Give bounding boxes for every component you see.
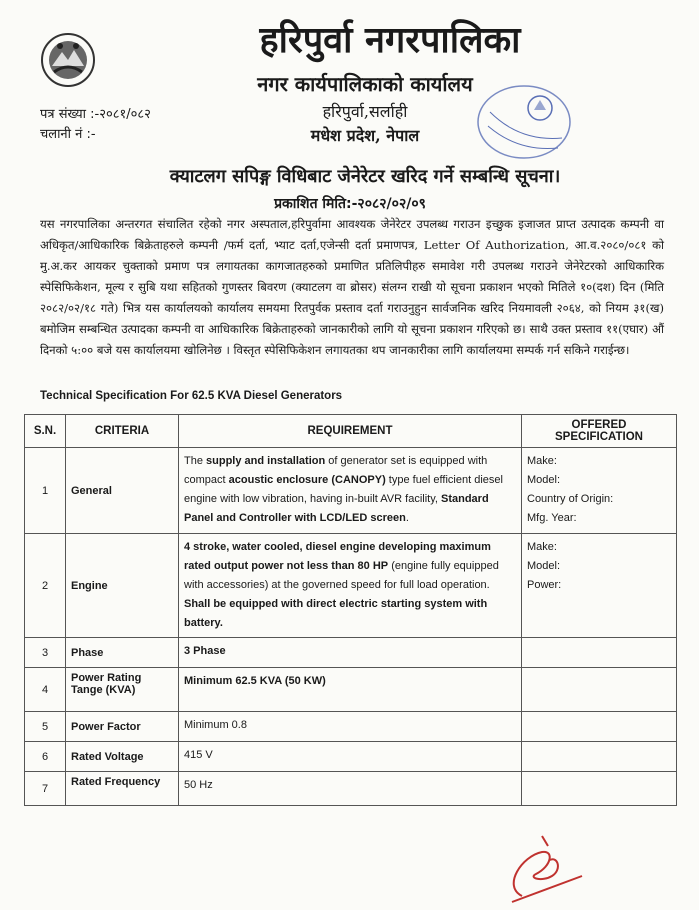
- row-sn: 1: [25, 448, 66, 534]
- requirement-text: type fuel efficient diesel engine with low vibration, having in-built AVR facility,: [184, 474, 503, 505]
- requirement-text: Shall be equipped with direct electric starting system with battery.: [184, 598, 488, 629]
- row-offered: [522, 534, 677, 638]
- table-row: [25, 668, 677, 712]
- letter-number: पत्र संख्या :-२०८१/०८२: [40, 107, 151, 122]
- row-sn: 2: [25, 534, 66, 638]
- table-row: [25, 712, 677, 742]
- row-criteria: Rated Frequency: [66, 772, 179, 806]
- spec-table: [24, 414, 677, 806]
- table-row: [25, 772, 677, 806]
- row-offered: [522, 448, 677, 534]
- row-requirement: [179, 638, 522, 668]
- row-criteria: Power Rating Tange (KVA): [66, 668, 179, 712]
- offered-field-label: Power:: [527, 579, 562, 591]
- requirement-text: Minimum 0.8: [184, 719, 247, 731]
- row-criteria: Engine: [66, 534, 179, 638]
- row-criteria: Rated Voltage: [66, 742, 179, 772]
- requirement-text: 415 V: [184, 749, 213, 761]
- office-location: हरिपुर्वा,सर्लाही: [322, 102, 408, 121]
- table-row: [25, 742, 677, 772]
- requirement-text: Minimum 62.5 KVA (50 KW): [184, 675, 326, 687]
- office-province: मधेश प्रदेश, नेपाल: [310, 126, 420, 145]
- dispatch-number: चलानी नं :-: [40, 127, 96, 142]
- spec-table-header: [25, 415, 677, 448]
- offered-field-label: Model:: [527, 560, 561, 572]
- row-criteria: Phase: [66, 638, 179, 668]
- requirement-text: supply and installation: [206, 455, 326, 467]
- published-date: प्रकाशित मिति:-२०८२/०२/०९: [274, 196, 426, 212]
- notice-body: यस नगरपालिका अन्तरगत संचालित रहेको नगर अस्पताल,हरिपुर्वामा आवश्यक जेनेरेटर उपलब्ध गराउन इच्छुक इजाजत प्राप्त उत्पादक कम्पनी वा अधिकृत/आधिकारिक बिक्रेताहरुले कम्पनी /फर्म दर्ता, भ्याट दर्ता,एजेन्सी दर्ता प्रमाणपत्र, Letter Of Authorization, आ.व.२०८०/०८१ को मु.अ.कर आयकर चुक्ताको प्रमाण पत्र लगायतका कागजातहरुको प्रमाणित प्रतिलिपीहरु समावेश गरी उपलब्ध गराउने जेनेरेटरको आधिकारिक स्पेसिफिकेशन, मूल्य र सुबि यथा सहितको गुणस्तर बिवरण (क्याटलग वा ब्रोसर) संलग्न राखी यो सूचना प्रकाशन भएको मितिले १०(दश) दिन (मिति २०८२/०२/१८ गते) भित्र यस कार्यालयको कार्यालय समयमा रितपुर्वक प्रस्ताव दर्ता गराउनुहुन सार्वजनिक खरिद नियमावली २०६४, को नियम ३१(ख) बमोजिम सम्बन्धित उत्पादका कम्पनी वा आधिकारिक बिक्रेताहरुको जानकारीको लागि यो सूचना प्रकाशन गरिएको छ। साथै उक्त प्रस्ताव ११(एघार) औं दिनको ५:०० बजे यस कार्यालयमा खोलिनेछ । विस्तृत स्पेसिफिकेशन लगायतका थप जानकारीका लागि कार्यालयमा सम्पर्क गर्न सकिने गराईन्छ।: [40, 217, 664, 357]
- row-sn: 3: [25, 638, 66, 668]
- spec-title: Technical Specification For 62.5 KVA Diesel Generators: [40, 390, 343, 402]
- row-criteria: Power Factor: [66, 712, 179, 742]
- row-sn: 7: [25, 772, 66, 806]
- spec-table-body: [25, 448, 677, 806]
- row-requirement: [179, 772, 522, 806]
- requirement-text: 50 Hz: [184, 779, 213, 791]
- header-requirement: REQUIREMENT: [179, 415, 522, 448]
- row-sn: 5: [25, 712, 66, 742]
- table-row: [25, 534, 677, 638]
- row-requirement: [179, 742, 522, 772]
- requirement-text: (engine fully equipped with accessories) at the governed speed for full load operation.: [184, 560, 499, 591]
- row-sn: 4: [25, 668, 66, 712]
- requirement-text: .: [405, 512, 409, 524]
- row-requirement: [179, 668, 522, 712]
- offered-field-label: Country of Origin:: [527, 493, 614, 505]
- row-criteria: General: [66, 448, 179, 534]
- header-offered: OFFERED SPECIFICATION: [522, 415, 677, 448]
- signature-icon: [492, 826, 592, 910]
- row-offered: [522, 772, 677, 806]
- header-sn: S.N.: [25, 415, 66, 448]
- requirement-text: 4 stroke, water cooled, diesel engine developing maximum rated output power not less than 80 HP: [184, 541, 491, 572]
- municipality-name: हरिपुर्वा नगरपालिका: [259, 19, 521, 61]
- requirement-text: acoustic enclosure (CANOPY): [228, 474, 386, 486]
- row-offered: [522, 638, 677, 668]
- table-row: [25, 448, 677, 534]
- row-requirement: [179, 448, 522, 534]
- requirement-text: The: [184, 455, 207, 467]
- requirement-text: of generator set is equipped with compact: [184, 455, 488, 486]
- row-requirement: [179, 712, 522, 742]
- office-stamp-icon: [470, 82, 574, 164]
- offered-field-label: Make:: [527, 541, 557, 553]
- offered-field-label: Model:: [527, 474, 561, 486]
- nepal-government-emblem-icon: [40, 32, 96, 88]
- row-offered: [522, 668, 677, 712]
- row-sn: 6: [25, 742, 66, 772]
- offered-field-label: Make:: [527, 455, 557, 467]
- row-offered: [522, 742, 677, 772]
- row-offered: [522, 712, 677, 742]
- notice-title: क्याटलग सपिङ्ग विधिबाट जेनेरेटर खरिद गर्ने सम्बन्धि सूचना।: [169, 166, 561, 187]
- offered-field-label: Mfg. Year:: [527, 512, 577, 524]
- requirement-text: Standard Panel and Controller with LCD/LED screen: [184, 493, 489, 524]
- header-criteria: CRITERIA: [66, 415, 179, 448]
- row-requirement: [179, 534, 522, 638]
- office-name: नगर कार्यपालिकाको कार्यालय: [257, 72, 473, 96]
- table-row: [25, 638, 677, 668]
- requirement-text: 3 Phase: [184, 645, 226, 657]
